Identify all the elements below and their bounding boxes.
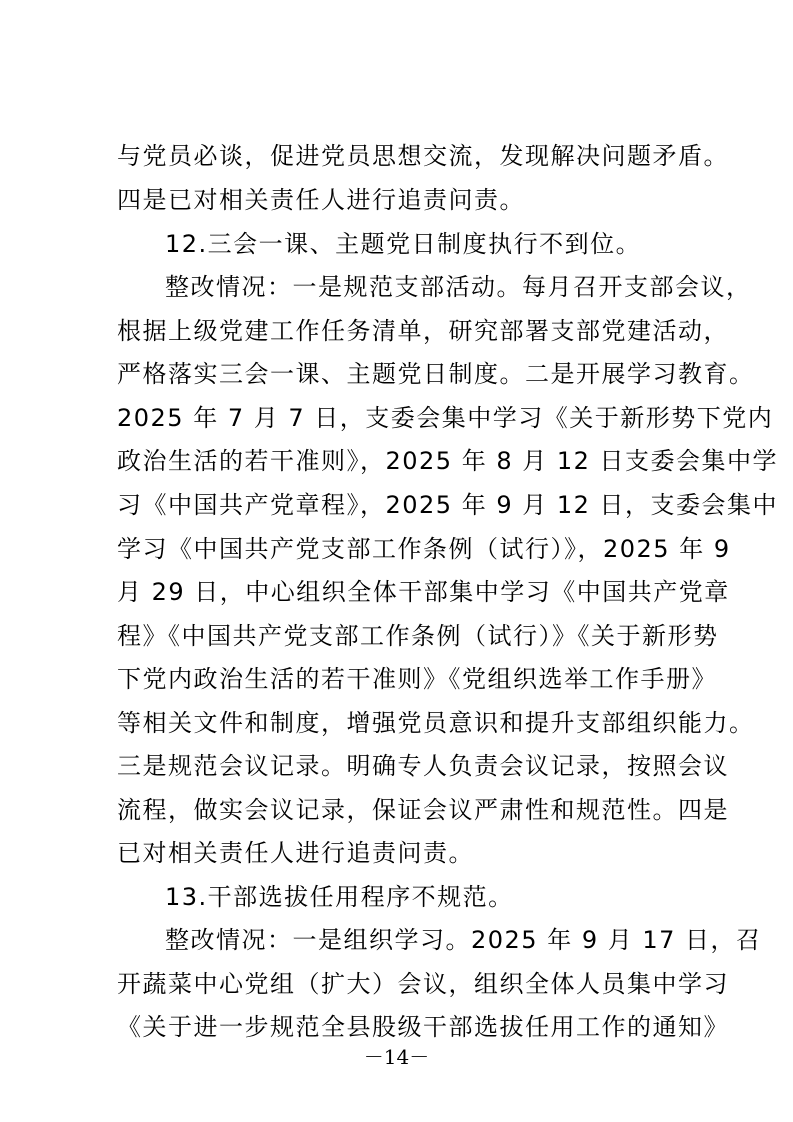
body-line: 四是已对相关责任人进行追责问责。	[117, 186, 525, 214]
body-line: 流程，做实会议记录，保证会议严肃性和规范性。四是	[117, 796, 729, 824]
section-heading-13: 13.干部选拔任用程序不规范。	[165, 883, 514, 911]
page-number: －14－	[363, 1045, 430, 1069]
body-line: 月 29 日，中心组织全体干部集中学习《中国共产党章	[117, 578, 730, 606]
body-line: 根据上级党建工作任务清单，研究部署支部党建活动，	[117, 317, 729, 345]
body-line: 整改情况：一是规范支部活动。每月召开支部会议，	[165, 273, 752, 301]
body-line: 与党员必谈，促进党员思想交流，发现解决问题矛盾。	[117, 142, 729, 170]
body-line: 习《中国共产党章程》，2025 年 9 月 12 日，支委会集中	[117, 491, 779, 519]
body-line: 程》《中国共产党支部工作条例（试行）》《关于新形势	[117, 622, 719, 650]
body-line: 严格落实三会一课、主题党日制度。二是开展学习教育。	[117, 360, 755, 388]
body-line: 《关于进一步规范全县股级干部选拔任用工作的通知》	[117, 1013, 729, 1041]
body-line: 2025 年 7 月 7 日，支委会集中学习《关于新形势下党内	[117, 404, 774, 432]
section-heading-12: 12.三会一课、主题党日制度执行不到位。	[165, 230, 642, 258]
body-line: 整改情况：一是组织学习。2025 年 9 月 17 日，召	[165, 926, 762, 954]
body-line: 学习《中国共产党支部工作条例（试行）》，2025 年 9	[117, 535, 731, 563]
body-line: 下党内政治生活的若干准则》《党组织选举工作手册》	[117, 665, 717, 693]
body-line: 政治生活的若干准则》，2025 年 8 月 12 日支委会集中学	[117, 447, 779, 475]
body-line: 等相关文件和制度，增强党员意识和提升支部组织能力。	[117, 709, 755, 737]
body-line: 三是规范会议记录。明确专人负责会议记录，按照会议	[117, 752, 729, 780]
body-line: 已对相关责任人进行追责问责。	[117, 839, 474, 867]
body-line: 开蔬菜中心党组（扩大）会议，组织全体人员集中学习	[117, 970, 729, 998]
